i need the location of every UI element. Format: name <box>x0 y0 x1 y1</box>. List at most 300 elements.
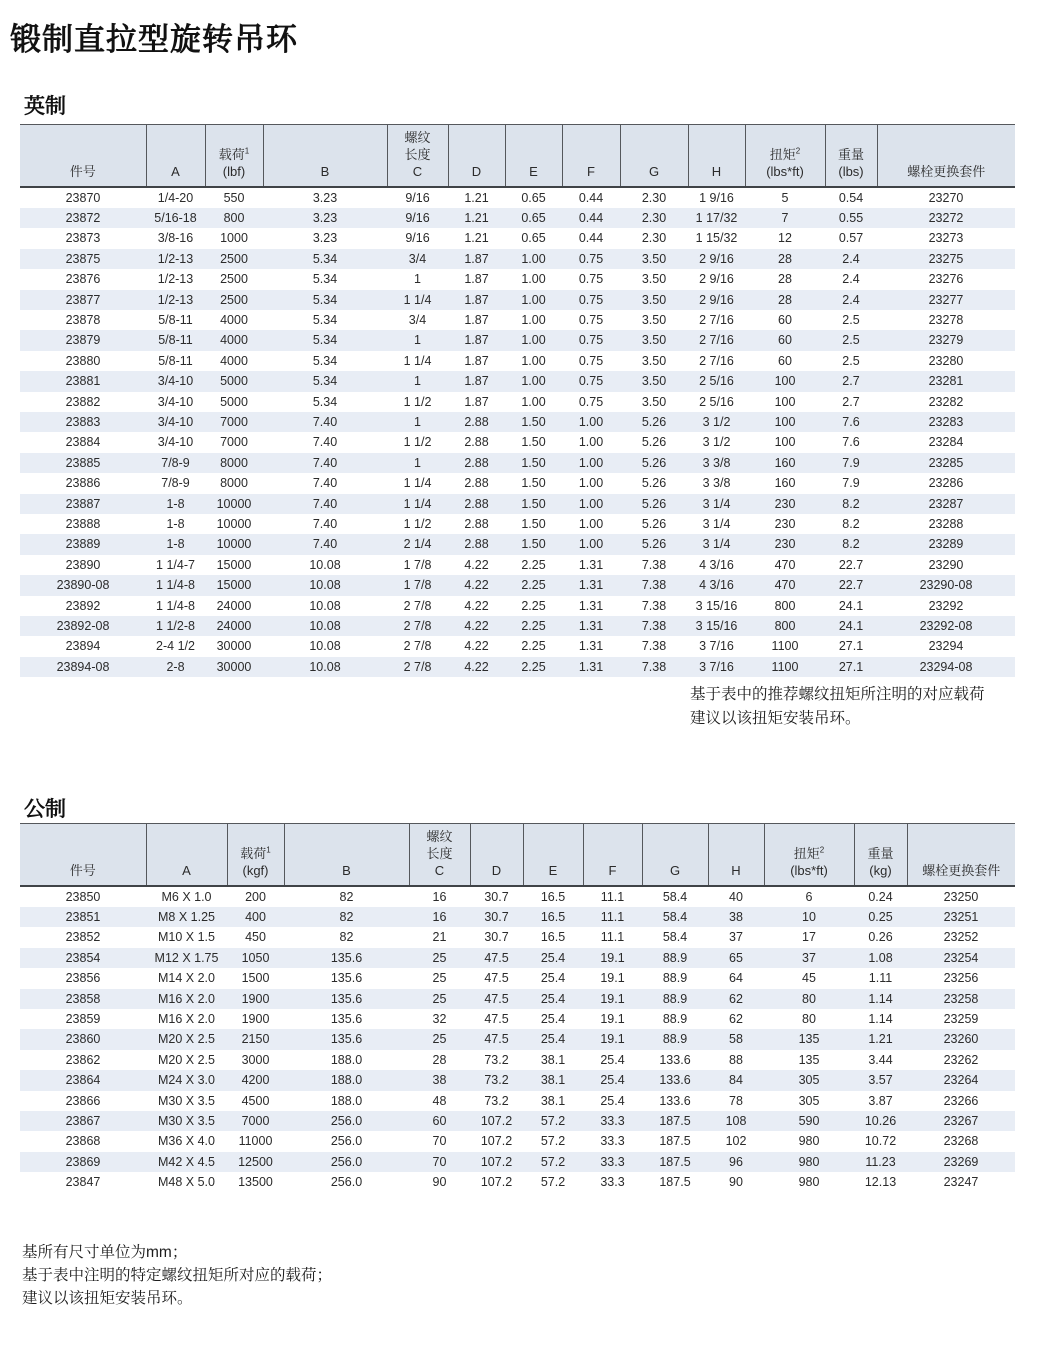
cell-a: 1-8 <box>146 494 205 514</box>
cell-a: 3/4-10 <box>157 435 194 450</box>
column-header-bolt-replacement-kit: 螺栓更换套件 <box>907 824 1015 886</box>
cell-weight: 12.13 <box>864 1175 897 1190</box>
cell-thread-length-c: 1 1/2 <box>403 394 432 409</box>
cell-f: 0.75 <box>562 371 620 391</box>
cell-b: 7.40 <box>312 435 338 450</box>
cell-d: 2.88 <box>448 453 505 473</box>
cell-e: 57.2 <box>540 1134 566 1149</box>
cell-bolt-replacement-kit: 23256 <box>943 971 979 986</box>
cell-d: 107.2 <box>480 1175 513 1190</box>
cell-e: 1.00 <box>505 371 562 391</box>
cell-g: 3.50 <box>620 330 688 350</box>
cell-h: 3 3/8 <box>688 453 745 473</box>
column-header-d: D <box>470 824 523 886</box>
cell-bolt-replacement-kit: 23276 <box>928 272 964 287</box>
imperial-note-line: 建议以该扭矩安装吊环。 <box>690 710 861 727</box>
cell-weight: 2.5 <box>825 330 877 350</box>
cell-bolt-replacement-kit: 23288 <box>928 517 964 531</box>
cell-bolt-replacement-kit: 23289 <box>877 534 1015 554</box>
cell-bolt-replacement-kit: 23283 <box>877 412 1015 432</box>
cell-load: 24000 <box>205 616 263 636</box>
cell-a: 1/2-13 <box>146 249 205 269</box>
cell-g: 187.5 <box>642 1111 708 1131</box>
cell-bolt-replacement-kit: 23292-08 <box>877 616 1015 636</box>
cell-b: 7.40 <box>312 476 338 491</box>
cell-f: 1.00 <box>562 494 620 514</box>
table-row <box>20 1070 1015 1090</box>
cell-a: 1-8 <box>166 517 185 531</box>
cell-load: 5000 <box>220 394 248 409</box>
cell-b: 256.0 <box>284 1152 409 1172</box>
cell-d: 2.88 <box>464 476 489 491</box>
table-row <box>20 948 1015 968</box>
cell-h: 37 <box>729 930 743 945</box>
cell-load: 800 <box>205 208 263 228</box>
cell-load: 2500 <box>205 290 263 310</box>
cell-h: 62 <box>708 989 764 1009</box>
cell-weight: 0.26 <box>868 930 893 945</box>
cell-part-number: 23872 <box>20 208 146 228</box>
table-row <box>20 968 1015 988</box>
cell-thread-length-c: 25 <box>409 1029 470 1049</box>
cell-a: 1 1/4-8 <box>146 575 205 595</box>
cell-f: 0.75 <box>578 394 604 409</box>
cell-b: 10.08 <box>309 639 341 654</box>
cell-b: 135.6 <box>330 1011 363 1026</box>
cell-e: 1.50 <box>505 453 562 473</box>
cell-g: 187.5 <box>659 1134 691 1149</box>
table-row <box>20 616 1015 636</box>
cell-thread-length-c: 70 <box>409 1152 470 1172</box>
column-header-g: G <box>620 125 688 187</box>
cell-part-number: 23883 <box>20 412 146 432</box>
table-row <box>20 989 1015 1009</box>
cell-h: 3 1/4 <box>688 494 745 514</box>
cell-thread-length-c: 9/16 <box>405 231 430 246</box>
cell-thread-length-c: 25 <box>409 948 470 968</box>
cell-b: 82 <box>339 889 354 904</box>
cell-weight: 22.7 <box>838 557 864 572</box>
cell-part-number: 23851 <box>20 907 146 927</box>
cell-h: 3 1/2 <box>702 435 731 450</box>
cell-weight: 7.6 <box>825 412 877 432</box>
cell-part-number: 23852 <box>65 930 101 945</box>
cell-torque: 100 <box>774 435 796 450</box>
cell-a: 5/8-11 <box>158 353 193 368</box>
cell-b: 82 <box>339 930 354 945</box>
cell-a: M16 X 2.0 <box>158 1011 215 1026</box>
cell-a: M42 X 4.5 <box>146 1152 227 1172</box>
cell-a: M36 X 4.0 <box>158 1134 215 1149</box>
cell-part-number: 23854 <box>20 948 146 968</box>
cell-g: 7.38 <box>641 639 667 654</box>
cell-a: M10 X 1.5 <box>158 930 215 945</box>
table-row <box>20 228 1015 248</box>
cell-torque: 45 <box>802 971 816 986</box>
cell-h: 3 1/4 <box>702 517 731 531</box>
cell-g: 2.30 <box>641 190 667 205</box>
cell-h: 3 7/16 <box>699 639 734 654</box>
cell-d: 73.2 <box>484 1052 509 1067</box>
cell-bolt-replacement-kit: 23290 <box>928 557 964 572</box>
cell-torque: 470 <box>745 575 825 595</box>
cell-weight: 7.9 <box>825 453 877 473</box>
cell-d: 1.87 <box>464 353 489 368</box>
cell-d: 1.87 <box>448 371 505 391</box>
table-row <box>20 1029 1015 1049</box>
cell-a: 1 1/4-8 <box>156 598 195 613</box>
cell-thread-length-c: 1 1/4 <box>403 476 432 491</box>
cell-f: 11.1 <box>583 907 642 927</box>
cell-a: 1/2-13 <box>146 290 205 310</box>
cell-b: 5.34 <box>263 330 387 350</box>
cell-torque: 470 <box>774 557 796 572</box>
cell-part-number: 23875 <box>20 249 146 269</box>
cell-b: 10.08 <box>309 557 341 572</box>
cell-weight: 2.5 <box>842 353 860 368</box>
table-row <box>20 310 1015 330</box>
cell-g: 88.9 <box>642 989 708 1009</box>
cell-g: 58.4 <box>662 889 688 904</box>
cell-h: 102 <box>725 1134 747 1149</box>
cell-d: 73.2 <box>470 1070 523 1090</box>
cell-weight: 3.57 <box>854 1070 907 1090</box>
cell-f: 1.00 <box>578 435 604 450</box>
cell-bolt-replacement-kit: 23284 <box>928 435 964 450</box>
column-header-load: 载荷$^1$ (lbf) <box>205 125 263 187</box>
cell-load: 400 <box>227 907 284 927</box>
column-header-h: H <box>688 125 745 187</box>
cell-part-number: 23876 <box>65 272 101 287</box>
cell-e: 2.25 <box>505 575 562 595</box>
cell-weight: 0.24 <box>868 889 893 904</box>
cell-f: 1.31 <box>562 616 620 636</box>
cell-thread-length-c: 1 <box>387 453 448 473</box>
cell-weight: 10.72 <box>864 1134 897 1149</box>
column-header-thread-length-c: 螺纹 长度 C <box>387 125 448 187</box>
cell-a: 5/16-18 <box>146 208 205 228</box>
page-title: 锻制直拉型旋转吊环 <box>10 22 298 57</box>
cell-g: 88.9 <box>662 971 688 986</box>
cell-f: 19.1 <box>583 1029 642 1049</box>
cell-e: 1.00 <box>521 272 546 287</box>
cell-weight: 7.9 <box>842 476 860 491</box>
cell-e: 25.4 <box>523 989 583 1009</box>
cell-part-number: 23890-08 <box>20 575 146 595</box>
cell-weight: 2.4 <box>842 272 860 287</box>
column-header-h: H <box>708 824 764 886</box>
cell-e: 1.00 <box>505 249 562 269</box>
table-row <box>20 657 1015 677</box>
cell-e: 2.25 <box>505 657 562 677</box>
cell-load: 7000 <box>227 1111 284 1131</box>
cell-part-number: 23867 <box>20 1111 146 1131</box>
cell-h: 62 <box>729 1011 743 1026</box>
cell-e: 25.4 <box>540 1011 566 1026</box>
cell-h: 2 9/16 <box>688 249 745 269</box>
cell-a: M30 X 3.5 <box>158 1093 215 1108</box>
cell-torque: 230 <box>745 534 825 554</box>
cell-bolt-replacement-kit: 23287 <box>877 494 1015 514</box>
cell-a: 7/8-9 <box>146 453 205 473</box>
cell-thread-length-c: 25 <box>409 989 470 1009</box>
cell-b: 5.34 <box>312 394 338 409</box>
cell-e: 1.00 <box>521 353 546 368</box>
table-row <box>20 392 1015 412</box>
cell-torque: 12 <box>778 231 792 246</box>
table-row <box>20 1152 1015 1172</box>
cell-a: 2-8 <box>146 657 205 677</box>
cell-part-number: 23885 <box>20 453 146 473</box>
cell-bolt-replacement-kit: 23280 <box>928 353 964 368</box>
cell-e: 1.50 <box>521 435 546 450</box>
cell-e: 38.1 <box>540 1093 566 1108</box>
cell-bolt-replacement-kit: 23268 <box>943 1134 979 1149</box>
column-header-f: F <box>562 125 620 187</box>
cell-f: 1.00 <box>562 412 620 432</box>
cell-f: 0.75 <box>562 249 620 269</box>
cell-part-number: 23869 <box>20 1152 146 1172</box>
cell-b: 135.6 <box>284 989 409 1009</box>
cell-load: 1000 <box>220 231 248 246</box>
cell-bolt-replacement-kit: 23272 <box>877 208 1015 228</box>
cell-e: 2.25 <box>521 639 546 654</box>
cell-d: 2.88 <box>448 412 505 432</box>
table-row <box>20 1172 1015 1192</box>
cell-g: 5.26 <box>620 494 688 514</box>
cell-a: M48 X 5.0 <box>158 1175 215 1190</box>
cell-d: 2.88 <box>464 435 489 450</box>
cell-load: 13500 <box>238 1175 273 1190</box>
table-row <box>20 453 1015 473</box>
imperial-note-line: 基于表中的推荐螺纹扭矩所注明的对应载荷 <box>690 686 985 703</box>
cell-d: 47.5 <box>470 1029 523 1049</box>
cell-d: 1.87 <box>448 330 505 350</box>
cell-d: 1.87 <box>464 394 489 409</box>
cell-e: 1.50 <box>521 476 546 491</box>
cell-bolt-replacement-kit: 23279 <box>877 330 1015 350</box>
cell-torque: 100 <box>745 371 825 391</box>
table-row <box>20 1050 1015 1070</box>
cell-b: 135.6 <box>284 948 409 968</box>
cell-f: 19.1 <box>583 948 642 968</box>
cell-thread-length-c: 70 <box>432 1134 447 1149</box>
cell-thread-length-c: 9/16 <box>387 208 448 228</box>
table-row <box>20 907 1015 927</box>
cell-g: 5.26 <box>620 453 688 473</box>
column-header-f: F <box>583 824 642 886</box>
table-row <box>20 290 1015 310</box>
cell-b: 3.23 <box>312 190 338 205</box>
cell-part-number: 23850 <box>65 889 101 904</box>
cell-weight: 2.7 <box>825 371 877 391</box>
cell-f: 11.1 <box>600 889 625 904</box>
cell-h: 2 7/16 <box>688 330 745 350</box>
cell-bolt-replacement-kit: 23292 <box>928 598 964 613</box>
column-header-part-number: 件号 <box>20 125 146 187</box>
cell-g: 2.30 <box>641 231 667 246</box>
column-header-d: D <box>448 125 505 187</box>
cell-bolt-replacement-kit: 23281 <box>877 371 1015 391</box>
cell-d: 30.7 <box>484 889 509 904</box>
cell-torque: 7 <box>745 208 825 228</box>
cell-bolt-replacement-kit: 23275 <box>877 249 1015 269</box>
cell-f: 33.3 <box>600 1175 625 1190</box>
cell-torque: 230 <box>774 517 796 531</box>
cell-part-number: 23856 <box>65 971 101 986</box>
cell-torque: 135 <box>798 1052 820 1067</box>
cell-b: 3.23 <box>312 231 338 246</box>
cell-a: 1-8 <box>146 534 205 554</box>
cell-weight: 0.55 <box>825 208 877 228</box>
cell-weight: 2.5 <box>842 312 860 327</box>
cell-thread-length-c: 1 7/8 <box>403 557 432 572</box>
cell-weight: 0.54 <box>838 190 864 205</box>
cell-load: 2150 <box>227 1029 284 1049</box>
cell-part-number: 23888 <box>65 517 101 531</box>
table-row <box>20 514 1015 534</box>
cell-h: 3 15/16 <box>688 616 745 636</box>
cell-e: 16.5 <box>523 907 583 927</box>
cell-g: 133.6 <box>659 1052 691 1067</box>
cell-e: 1.50 <box>505 494 562 514</box>
cell-load: 10000 <box>216 517 252 531</box>
cell-d: 1.87 <box>464 272 489 287</box>
cell-e: 1.50 <box>505 412 562 432</box>
cell-e: 1.00 <box>505 330 562 350</box>
cell-g: 2.30 <box>620 208 688 228</box>
cell-part-number: 23894 <box>65 639 101 654</box>
cell-f: 19.1 <box>600 971 625 986</box>
cell-b: 256.0 <box>330 1134 363 1149</box>
cell-weight: 1.08 <box>854 948 907 968</box>
cell-bolt-replacement-kit: 23254 <box>907 948 1015 968</box>
cell-torque: 980 <box>798 1134 820 1149</box>
column-header-torque: 扭矩$^2$ (lbs*ft) <box>745 125 825 187</box>
cell-g: 7.38 <box>641 598 667 613</box>
cell-f: 0.44 <box>562 208 620 228</box>
cell-thread-length-c: 32 <box>432 1011 447 1026</box>
cell-g: 187.5 <box>659 1175 691 1190</box>
cell-d: 1.21 <box>464 190 489 205</box>
cell-h: 2 5/16 <box>699 394 734 409</box>
cell-d: 73.2 <box>484 1093 509 1108</box>
cell-torque: 100 <box>745 412 825 432</box>
table-row <box>20 1131 1015 1151</box>
cell-a: 1 1/4-7 <box>156 557 195 572</box>
cell-weight: 1.14 <box>854 989 907 1009</box>
cell-h: 108 <box>708 1111 764 1131</box>
cell-load: 11000 <box>238 1134 273 1149</box>
cell-torque: 1100 <box>771 639 799 654</box>
cell-weight: 27.1 <box>825 657 877 677</box>
cell-weight: 11.23 <box>854 1152 907 1172</box>
cell-torque: 800 <box>774 598 796 613</box>
cell-d: 1.87 <box>464 312 489 327</box>
cell-g: 5.26 <box>620 534 688 554</box>
cell-a: 3/4-10 <box>157 394 194 409</box>
cell-part-number: 23878 <box>65 312 101 327</box>
cell-part-number: 23866 <box>65 1093 101 1108</box>
cell-part-number: 23862 <box>65 1052 101 1067</box>
cell-part-number: 23894-08 <box>20 657 146 677</box>
cell-b: 82 <box>284 907 409 927</box>
cell-g: 7.38 <box>641 557 667 572</box>
cell-b: 5.34 <box>312 353 338 368</box>
column-header-a: A <box>146 824 227 886</box>
cell-torque: 60 <box>745 330 825 350</box>
cell-a: M30 X 3.5 <box>146 1111 227 1131</box>
column-header-e: E <box>523 824 583 886</box>
cell-a: 5/8-11 <box>158 312 193 327</box>
cell-torque: 80 <box>764 989 854 1009</box>
column-header-bolt-replacement-kit: 螺栓更换套件 <box>877 125 1015 187</box>
cell-bolt-replacement-kit: 23260 <box>907 1029 1015 1049</box>
cell-e: 2.25 <box>521 557 546 572</box>
cell-thread-length-c: 2 7/8 <box>387 657 448 677</box>
cell-b: 3.23 <box>263 208 387 228</box>
cell-a: M14 X 2.0 <box>158 971 215 986</box>
cell-weight: 3.87 <box>868 1093 893 1108</box>
cell-g: 88.9 <box>642 1029 708 1049</box>
cell-d: 4.22 <box>464 598 489 613</box>
cell-load: 200 <box>245 889 266 904</box>
cell-h: 78 <box>729 1093 743 1108</box>
cell-load: 10000 <box>205 494 263 514</box>
cell-thread-length-c: 16 <box>432 889 447 904</box>
cell-e: 1.50 <box>521 517 546 531</box>
cell-load: 12500 <box>227 1152 284 1172</box>
cell-d: 1.21 <box>464 231 489 246</box>
cell-a: M20 X 2.5 <box>146 1029 227 1049</box>
cell-f: 19.1 <box>600 1011 625 1026</box>
column-header-load: 载荷$^1$ (kgf) <box>227 824 284 886</box>
column-header-g: G <box>642 824 708 886</box>
header-row <box>20 125 1015 187</box>
cell-load: 1500 <box>241 971 270 986</box>
table-row <box>20 412 1015 432</box>
cell-load: 8000 <box>205 453 263 473</box>
cell-a: 1 1/2-8 <box>146 616 205 636</box>
cell-f: 1.31 <box>578 557 604 572</box>
cell-f: 33.3 <box>600 1134 625 1149</box>
cell-torque: 80 <box>802 1011 816 1026</box>
cell-f: 1.31 <box>578 639 604 654</box>
cell-torque: 590 <box>764 1111 854 1131</box>
cell-torque: 230 <box>745 494 825 514</box>
cell-bolt-replacement-kit: 23282 <box>928 394 964 409</box>
cell-weight: 1.21 <box>854 1029 907 1049</box>
cell-load: 15000 <box>216 557 252 572</box>
header-row <box>20 824 1015 886</box>
cell-b: 7.40 <box>263 453 387 473</box>
cell-b: 7.40 <box>263 534 387 554</box>
cell-e: 16.5 <box>540 930 566 945</box>
cell-torque: 305 <box>764 1070 854 1090</box>
cell-d: 2.88 <box>464 517 489 531</box>
cell-d: 47.5 <box>470 948 523 968</box>
cell-d: 4.22 <box>464 639 489 654</box>
cell-load: 2500 <box>205 249 263 269</box>
cell-thread-length-c: 1 <box>387 371 448 391</box>
cell-thread-length-c: 25 <box>432 971 447 986</box>
cell-a: 1/2-13 <box>157 272 194 287</box>
cell-h: 65 <box>708 948 764 968</box>
cell-b: 10.08 <box>263 657 387 677</box>
cell-g: 3.50 <box>641 272 667 287</box>
cell-load: 4000 <box>205 330 263 350</box>
cell-a: M12 X 1.75 <box>146 948 227 968</box>
